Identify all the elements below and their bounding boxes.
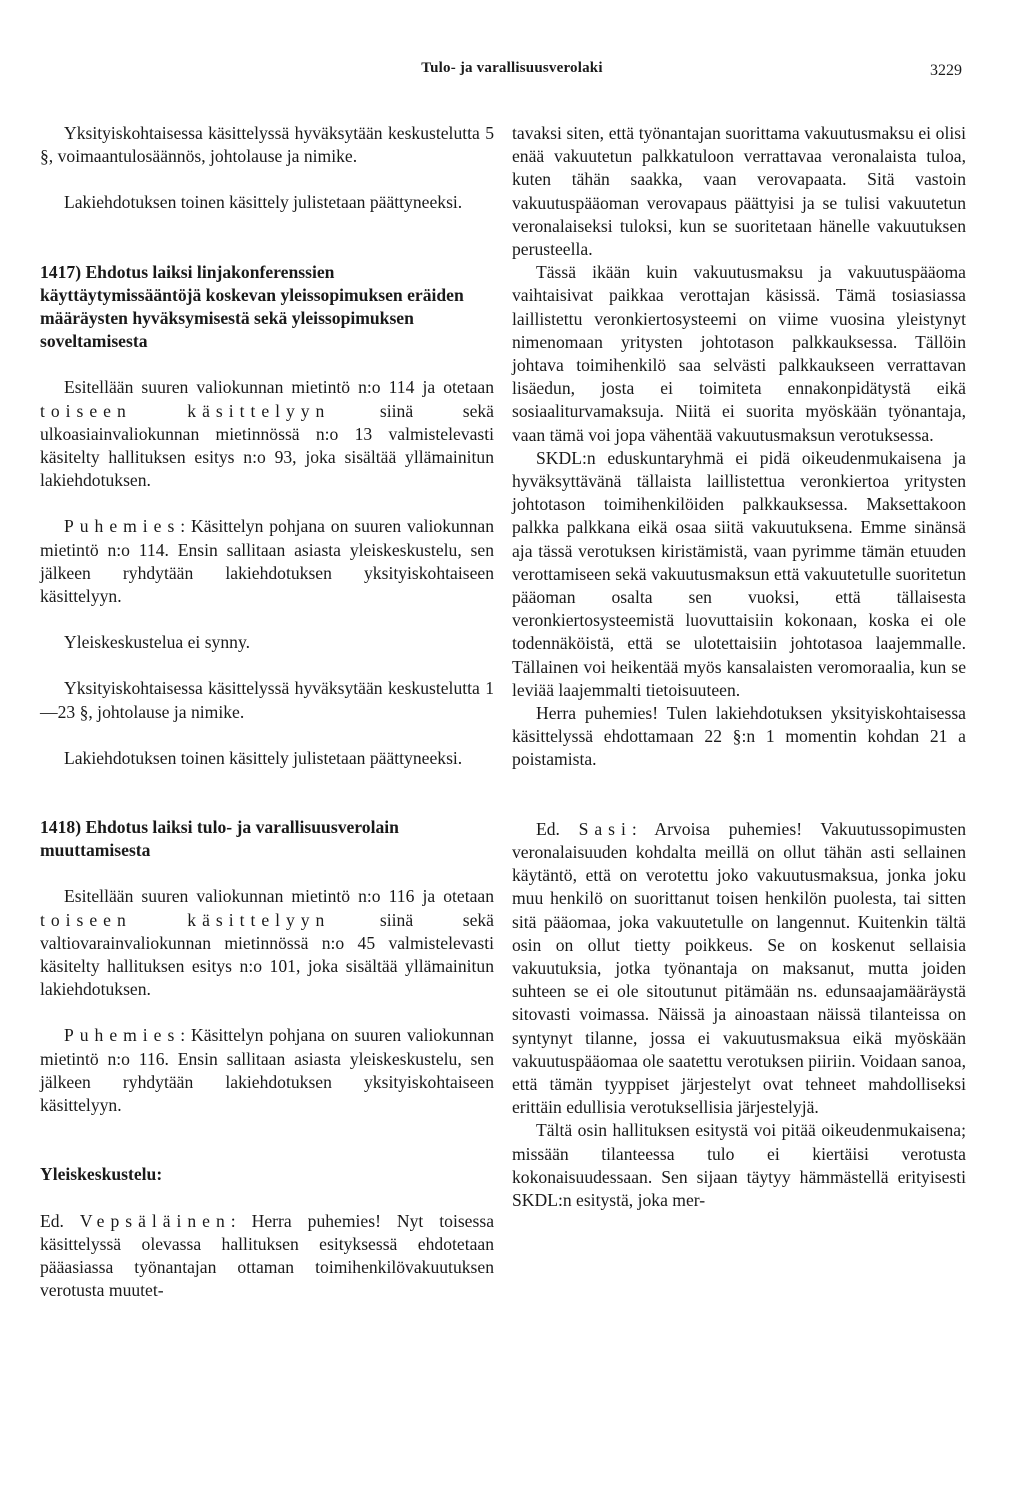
spaced-text: toiseen käsittelyyn — [40, 400, 331, 421]
paragraph: Ed. Sasi: Arvoisa puhemies! Vakuutussopimusten veronalaisuuden kohdalta meillä on ollut tähän asti sellainen käytäntö, että on verotettu joko vakuutusmaksua, jonka joku muu henkilö on suorittanut toisen henkilön puolesta, tai sitten sitä pääomaa, joka vakuutetulle on langennut. Kuitenkin tältä osin on ollut tietty poikkeus. Se on koskenut sellaisia vakuutuksia, jotka työnantaja on maksanut, mutta joiden suhteen se ei ole sitoutunut pitämään ns. edunsaajamääräystä sitovasti voimassa. Näissä ja ainoastaan näissä tilanteissa on syntynyt tilanne, jossa ei vakuutusmaksua eikä myöskään vakuutuspääomaa ole saatettu verotuksen piiriin. Voidaan sanoa, että tämän tyyppiset järjestelyt ovat tehneet mahdolliseksi erittäin edullisia verotuksellisia järjestelyjä. — [512, 818, 967, 1118]
section-heading-1418: 1418) Ehdotus laiksi tulo- ja varallisuusverolain muuttamisesta — [40, 817, 399, 861]
running-header: Tulo- ja varallisuusverolaki — [421, 60, 603, 76]
left-column — [40, 122, 494, 1302]
paragraph: Ed. Vepsäläinen: Herra puhemies! Nyt toisessa käsittelyssä olevassa hallituksen esityksessä ehdotetaan pääasiassa työnantajan ottaman toimihenkilövakuutuksen verotusta muutet- — [40, 1210, 494, 1301]
paragraph: Yksityiskohtaisessa käsittelyssä hyväksytään keskustelutta 1—23 §, johtolause ja nimike. — [40, 678, 494, 722]
paragraph: Puhemies: Käsittelyn pohjana on suuren valiokunnan mietintö n:o 116. Ensin sallitaan asiasta yleiskeskustelu, sen jälkeen ryhdytään lakiehdotuksen yksityiskohtaiseen käsittelyyn. — [40, 1025, 494, 1116]
paragraph: Tässä ikään kuin vakuutusmaksu ja vakuutuspääoma vaihtaisivat paikkaa verottajan käsissä. Tämä tosiasiassa laillistettu veronkiertosysteemi on viime vuosina yleistynyt nimenomaan yritysten johtotason palkkauksessa. Tällöin johtava toimihenkilö saa selvästi palkkaukseen verrattavan lisäedun, josta ei toimiteta ennakonpidätystä eikä sosiaaliturvamaksuja. Niitä ei suorita myöskään työnantaja, vaan tämä voi jopa vähentää vakuutusmaksun verotuksessa. — [512, 262, 966, 445]
paragraph: Esitellään suuren valiokunnan mietintö n:o 116 ja otetaan toiseen käsittelyyn siinä sekä valtiovarainvaliokunnan mietinnössä n:o 45 valmistelevasti käsitelty hallituksen esitys n:o 101, joka sisältää yllämainitun lakiehdotuksen. — [40, 886, 494, 1000]
subheading-yleiskeskustelu: Yleiskeskustelu: — [40, 1164, 163, 1185]
paragraph: Yleiskeskustelua ei synny. — [64, 632, 251, 653]
section-heading-1417: 1417) Ehdotus laiksi linjakonferenssien käyttäytymissääntöjä koskevan yleissopimuksen eräiden määräysten hyväksymisestä sekä yleissopimuksen soveltamisesta — [40, 261, 464, 352]
paragraph: Lakiehdotuksen toinen käsittely julistetaan päättyneeksi. — [64, 192, 463, 213]
spaced-text: toiseen käsittelyyn — [40, 909, 331, 930]
paragraph: tavaksi siten, että työnantajan suorittama vakuutusmaksu ei olisi enää vakuutetun palkkatuloon verrattavaa veronalaista tuloa, kuten tähän saakka, vaan verovapaata. Sitä vastoin vakuutuspääoman verovapaus päättyisi ja se tulisi vakuutetun veronalaiseksi tuloksi, kun se suoritetaan hänelle vakuutuksen perusteella. — [512, 123, 966, 260]
paragraph: Yksityiskohtaisessa käsittelyssä hyväksytään keskustelutta 5 §, voimaantulosäännös, johtolause ja nimike. — [40, 123, 494, 167]
paragraph: SKDL:n eduskuntaryhmä ei pidä oikeudenmukaisena ja hyväksyttävänä tällaista laillistettua veronkiertoa yritysten johtotason toimihenkilöiden palkkauksessa. Maksettakoon palkka palkkana eikä osaa siitä vakuutuksena. Emme sinänsä aja tässä verotuksen kiristämistä, vaan pyrimme tämän etuuden verottamiseen sekä vakuutusmaksun että vakuutetulle suoritetun pääoman osalta sen vuoksi, että tällaisesta veronkiertosysteemistä luovuttaisiin kokonaan, koska ei ole todennäköistä, että se ulotettaisiin johtotasoa laajemmalle. Tällainen voi heikentää myös kansalaisten veromoraalia, kun se leviää laajemmalti tietoisuuteen. — [512, 447, 966, 700]
paragraph: Puhemies: Käsittelyn pohjana on suuren valiokunnan mietintö n:o 114. Ensin sallitaan asiasta yleiskeskustelu, sen jälkeen ryhdytään lakiehdotuksen yksityiskohtaiseen käsittelyyn. — [40, 516, 494, 607]
speaker-name: Sasi — [578, 818, 632, 839]
paragraph: Herra puhemies! Tulen lakiehdotuksen yksityiskohtaisessa käsittelyssä ehdottamaan 22 §:n 1 momentin kohdan 21 a poistamista. — [512, 703, 966, 770]
paragraph: Esitellään suuren valiokunnan mietintö n:o 114 ja otetaan toiseen käsittelyyn siinä sekä ulkoasiainvaliokunnan mietinnössä n:o 13 valmistelevasti käsitelty hallituksen esitys n:o 93, joka sisältää yllämainitun lakiehdotuksen. — [40, 377, 494, 491]
right-column — [512, 122, 966, 1212]
page-number: 3229 — [930, 62, 962, 79]
paragraph: Lakiehdotuksen toinen käsittely julistetaan päättyneeksi. — [64, 747, 463, 768]
speaker-name: Vepsäläinen — [79, 1210, 231, 1231]
paragraph: Tältä osin hallituksen esitystä voi pitää oikeudenmukaisena; missään tilanteessa tulo ei kiertäisi verotusta kokonaisuudessaan. Sen sijaan täytyy hämmästellä erityisesti SKDL:n esitystä, joka mer- — [512, 1120, 966, 1210]
speaker-name: Puhemies — [64, 516, 181, 537]
speaker-name: Puhemies — [64, 1025, 181, 1046]
